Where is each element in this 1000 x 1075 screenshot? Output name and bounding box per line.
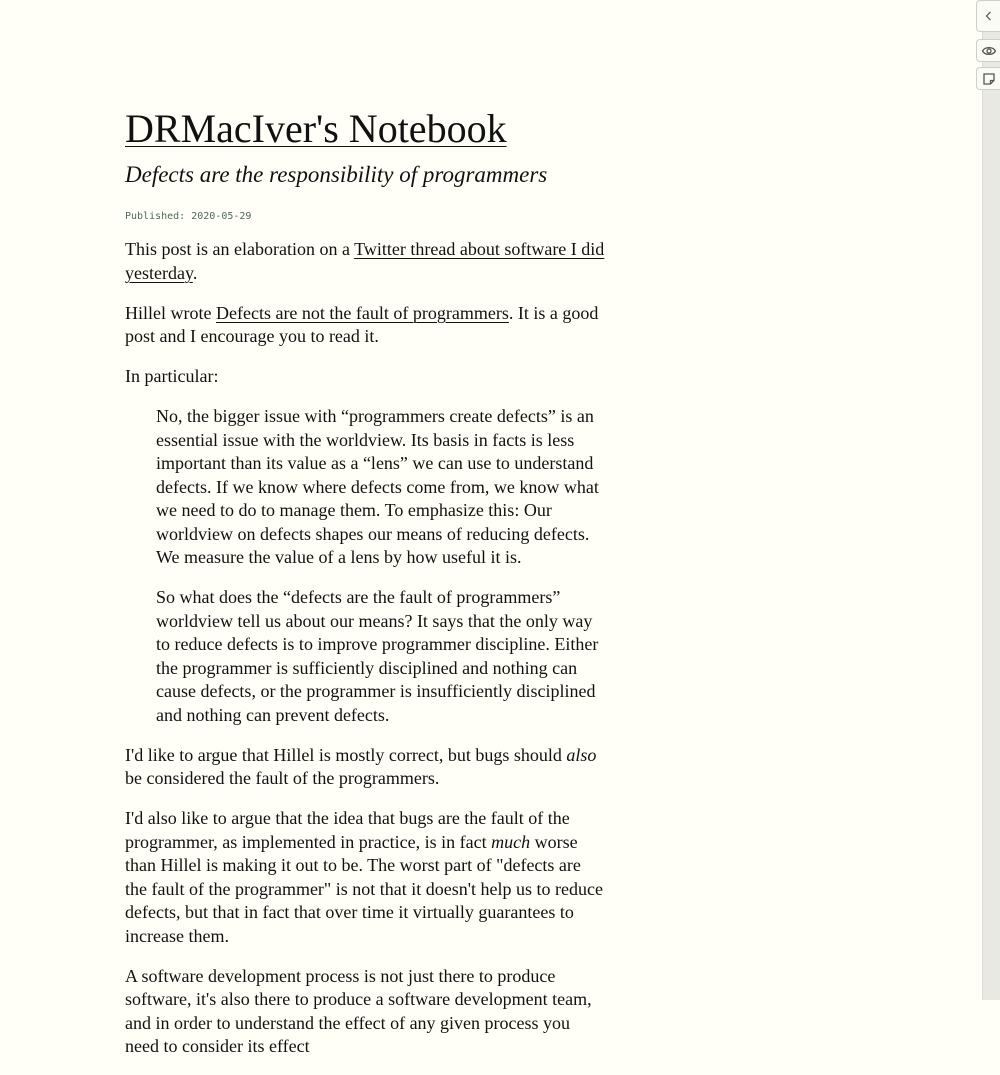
quote-block xyxy=(156,405,607,727)
side-panel-rail xyxy=(982,0,1000,1000)
published-date: 2020-05-29 xyxy=(191,211,252,222)
paragraph-in-particular: In particular: xyxy=(125,366,219,386)
paragraph-argument: I'd like to argue that Hillel is mostly correct, but bugs should also be considered the fault of the programmers. xyxy=(125,744,597,788)
twitter-thread-link[interactable]: Twitter thread about software I did yesterday xyxy=(125,239,605,283)
preview-button[interactable] xyxy=(976,39,1000,62)
paragraph-intro: This post is an elaboration on a Twitter thread about software I did yesterday. xyxy=(125,239,605,283)
eye-icon xyxy=(981,45,997,57)
site-title-link[interactable]: DRMacIver's Notebook xyxy=(125,106,507,151)
post-body xyxy=(125,238,607,1075)
chevron-left-icon xyxy=(984,10,994,22)
paragraph-hillel: Hillel wrote Defects are not the fault of programmers. It is a good post and I encourage you to read it. xyxy=(125,302,599,346)
published-label: Published: xyxy=(125,211,186,222)
quote-paragraph-2: So what does the “defects are the fault of programmers” worldview tell us about our means? It says that the only way to reduce defects is to improve programmer discipline. Either the programmer is sufficiently disciplined and nothing can cause defects, or the programmer is insufficiently disciplined and nothing can prevent defects. xyxy=(156,587,599,725)
note-button[interactable] xyxy=(976,67,1000,90)
published-meta xyxy=(125,210,251,224)
sticky-note-icon xyxy=(982,72,996,86)
post-title: Defects are the responsibility of programmers xyxy=(125,162,548,187)
collapse-panel-button[interactable] xyxy=(976,0,1000,32)
defects-post-link[interactable]: Defects are not the fault of programmers xyxy=(215,302,509,323)
paragraph-worse: I'd also like to argue that the idea that bugs are the fault of the programmer, as implemented in practice, is in fact much worse than Hillel is making it out to be. The worst part of "defects are the fault of the programmer" is not that it doesn't help us to reduce defects, but that in fact that over time it virtually guarantees to increase them. xyxy=(125,808,603,946)
paragraph-process: A software development process is not just there to produce software, it's also there to produce a software development team, and in order to understand the effect of any given process you need to consider its effect xyxy=(125,965,592,1056)
quote-paragraph-1: No, the bigger issue with “programmers create defects” is an essential issue with the worldview. Its basis in facts is less important than its value as a “lens” we can use to understand defects. If we know where defects come from, we know what we need to do to manage them. To emphasize this: Our worldview on defects shapes our means of reducing defects. We measure the value of a lens by how useful it is. xyxy=(156,406,599,567)
